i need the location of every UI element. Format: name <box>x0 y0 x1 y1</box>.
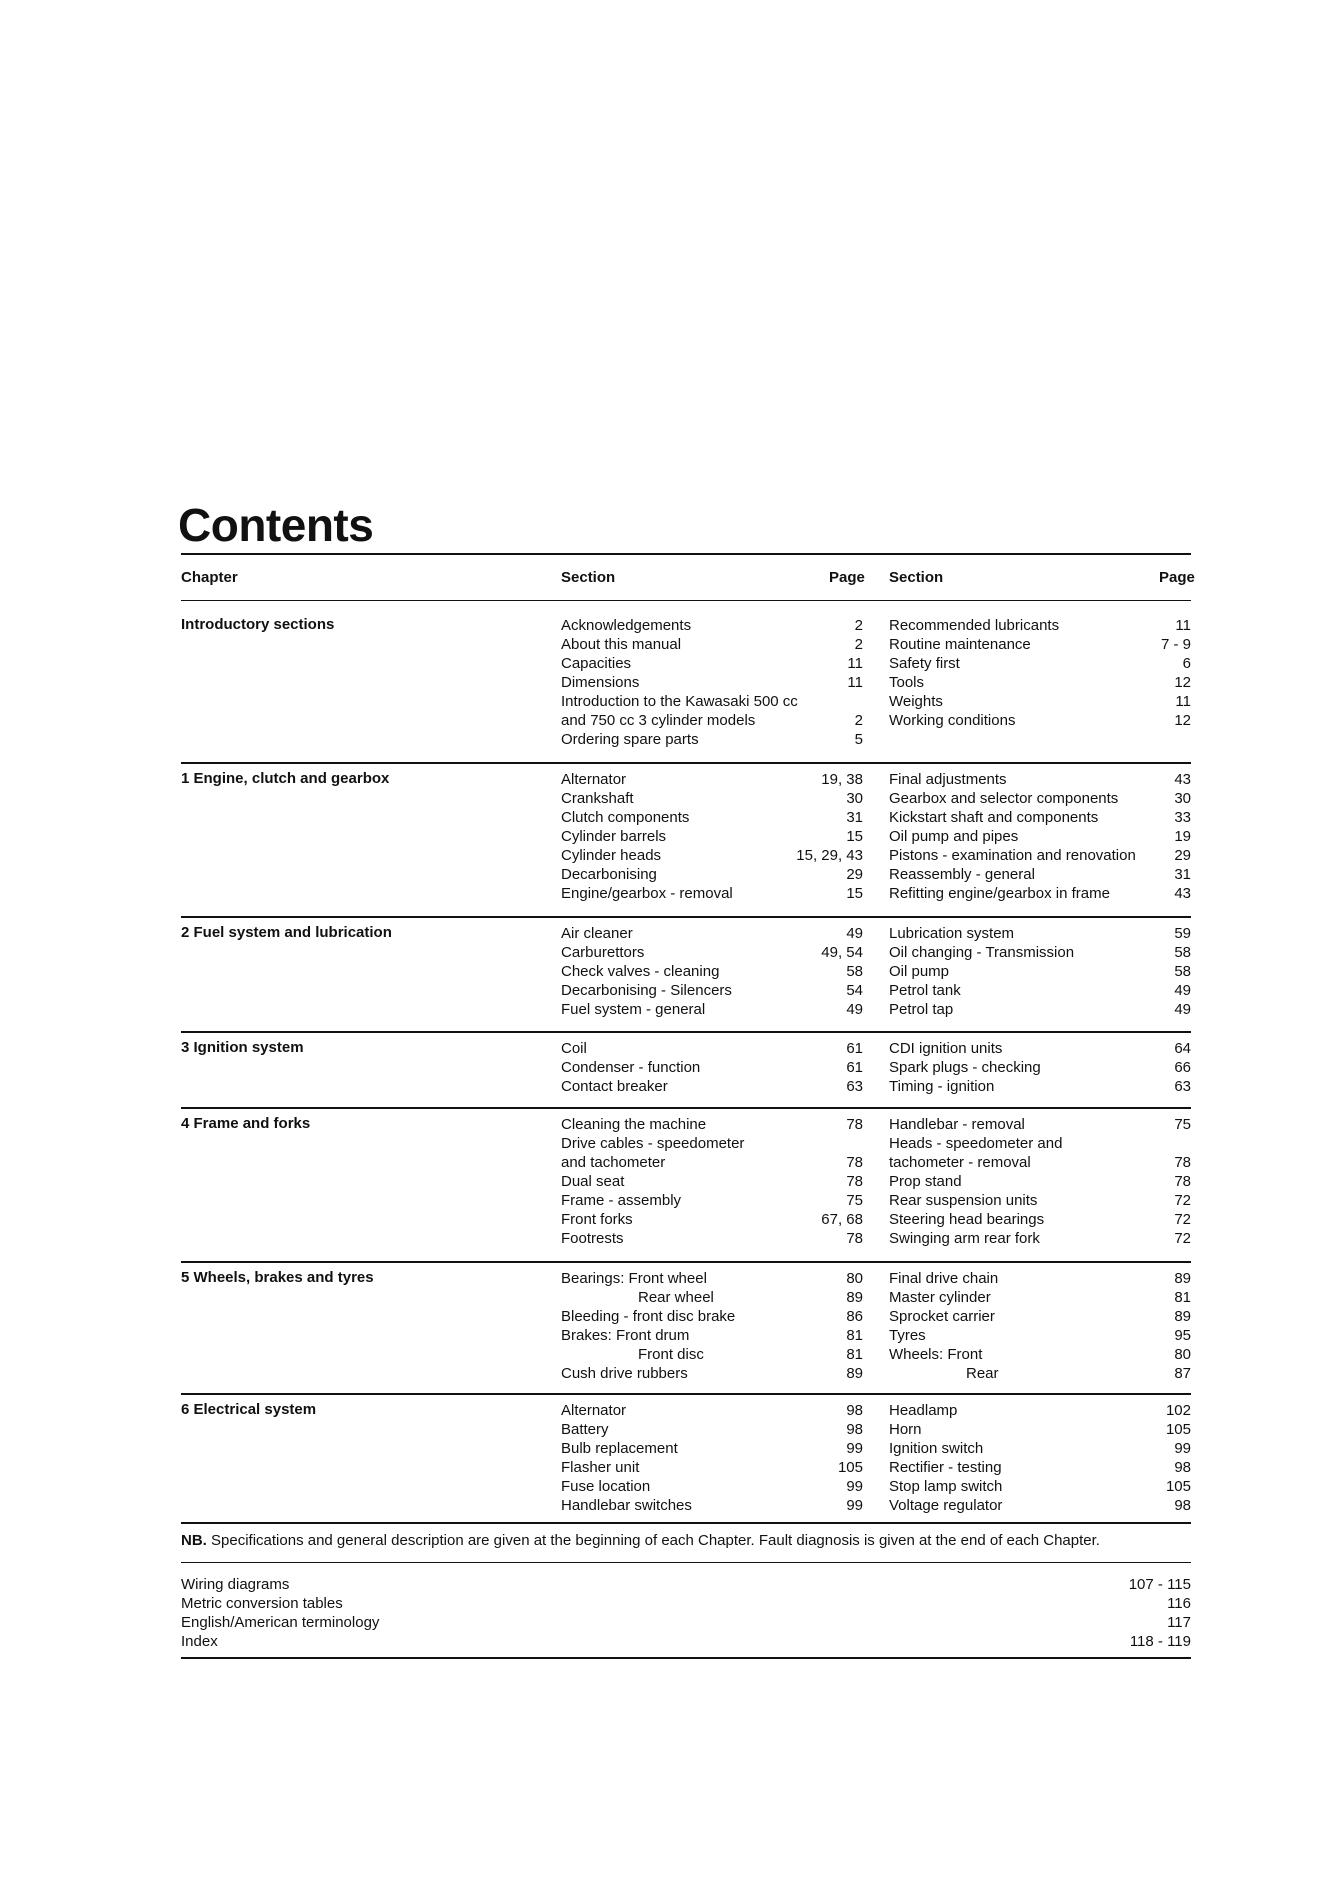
section-entry <box>889 1477 1191 1496</box>
section-entry <box>561 808 863 827</box>
entry-label: Cush drive rubbers <box>561 1365 688 1382</box>
section-entry <box>889 846 1191 865</box>
section-entry <box>889 1326 1191 1345</box>
entry-page: 7 - 9 <box>1160 636 1191 653</box>
section-entry <box>889 1229 1191 1248</box>
entry-page: 78 <box>1174 1173 1191 1190</box>
entry-page: 67, 68 <box>821 1211 863 1228</box>
entry-page: 78 <box>846 1173 863 1190</box>
entry-label: CDI ignition units <box>889 1040 1003 1057</box>
entry-label: Ordering spare parts <box>561 731 699 748</box>
entry-page: 78 <box>846 1116 863 1133</box>
section-entry <box>889 1364 1191 1383</box>
entry-page: 2 <box>854 636 863 653</box>
section-column-left <box>561 924 863 1019</box>
entry-label: Air cleaner <box>561 925 633 942</box>
entry-page: 118 - 119 <box>1129 1633 1191 1650</box>
section-entry <box>561 730 863 749</box>
section-entry <box>889 1307 1191 1326</box>
section-entry <box>889 692 1191 711</box>
entry-page: 31 <box>1174 866 1191 883</box>
entry-page: 61 <box>846 1040 863 1057</box>
entry-label: Rear <box>966 1365 999 1382</box>
header-section-right: Section <box>889 569 944 586</box>
section-entry <box>889 1458 1191 1477</box>
section-entry <box>561 1288 863 1307</box>
entry-page: 12 <box>1174 712 1191 729</box>
entry-label: Frame - assembly <box>561 1192 682 1209</box>
chapter-divider <box>181 1522 1191 1524</box>
section-entry <box>889 1000 1191 1019</box>
section-entry <box>561 1364 863 1383</box>
entry-label: Routine maintenance <box>889 636 1031 653</box>
entry-label: Clutch components <box>561 809 690 826</box>
entry-page: 80 <box>846 1270 863 1287</box>
entry-page: 66 <box>1174 1059 1191 1076</box>
header-page-left: Page <box>829 569 865 586</box>
section-entry <box>561 692 863 711</box>
entry-label: Ignition switch <box>889 1440 984 1457</box>
entry-label: Carburettors <box>561 944 645 961</box>
entry-label: Heads - speedometer and <box>889 1135 1063 1152</box>
section-entry <box>561 616 863 635</box>
section-entry <box>561 1115 863 1134</box>
entry-label: Reassembly - general <box>889 866 1035 883</box>
section-entry <box>889 1496 1191 1515</box>
chapter-label: 6 Electrical system <box>181 1401 317 1418</box>
entry-label: Lubrication system <box>889 925 1015 942</box>
entry-label: English/American terminology <box>181 1614 380 1631</box>
section-entry <box>561 981 863 1000</box>
section-entry <box>561 1326 863 1345</box>
section-entry <box>561 1134 863 1153</box>
entry-page: 63 <box>1174 1078 1191 1095</box>
entry-label: Condenser - function <box>561 1059 701 1076</box>
entry-label: Oil pump and pipes <box>889 828 1019 845</box>
section-column-left <box>561 770 863 903</box>
entry-page: 54 <box>846 982 863 999</box>
section-entry <box>889 1269 1191 1288</box>
section-entry <box>561 1307 863 1326</box>
entry-label: Drive cables - speedometer <box>561 1135 745 1152</box>
section-entry <box>889 981 1191 1000</box>
section-entry <box>889 1439 1191 1458</box>
header-top-rule <box>181 553 1191 555</box>
entry-page: 19 <box>1174 828 1191 845</box>
entry-label: Alternator <box>561 771 627 788</box>
section-entry <box>889 884 1191 903</box>
entry-label: Safety first <box>889 655 960 672</box>
section-entry <box>889 770 1191 789</box>
entry-page: 102 <box>1165 1402 1191 1419</box>
entry-label: Metric conversion tables <box>181 1595 343 1612</box>
chapter-label: Introductory sections <box>181 616 335 633</box>
section-entry <box>561 1345 863 1364</box>
chapter-label: 1 Engine, clutch and gearbox <box>181 770 390 787</box>
misc-entry <box>181 1613 1191 1632</box>
section-entry <box>561 962 863 981</box>
entry-label: Tools <box>889 674 925 691</box>
entry-label: Brakes: Front drum <box>561 1327 690 1344</box>
misc-entry <box>181 1594 1191 1613</box>
section-entry <box>889 1210 1191 1229</box>
entry-page: 105 <box>1165 1421 1191 1438</box>
entry-label: Crankshaft <box>561 790 634 807</box>
section-entry <box>889 1153 1191 1172</box>
header-chapter: Chapter <box>181 569 238 586</box>
section-entry <box>561 770 863 789</box>
entry-label: Weights <box>889 693 943 710</box>
note <box>181 1532 1100 1549</box>
note-text: Specifications and general description are given at the beginning of each Chapter. Fault diagnosis is given at the end of each Chapter. <box>211 1532 1100 1549</box>
entry-label: Cylinder heads <box>561 847 662 864</box>
entry-label: Wiring diagrams <box>181 1576 290 1593</box>
entry-label: Steering head bearings <box>889 1211 1045 1228</box>
misc-entry <box>181 1575 1191 1594</box>
entry-label: Wheels: Front <box>889 1346 983 1363</box>
section-entry <box>889 1191 1191 1210</box>
entry-label: Working conditions <box>889 712 1016 729</box>
section-entry <box>889 962 1191 981</box>
entry-page: 107 - 115 <box>1128 1576 1191 1593</box>
entry-page: 98 <box>1174 1497 1191 1514</box>
entry-page: 59 <box>1174 925 1191 942</box>
section-column-right <box>889 1269 1191 1383</box>
entry-label: tachometer - removal <box>889 1154 1031 1171</box>
entry-label: Timing - ignition <box>889 1078 995 1095</box>
entry-page: 75 <box>1174 1116 1191 1133</box>
entry-page: 86 <box>846 1308 863 1325</box>
page-title: Contents <box>178 499 374 551</box>
section-column-right <box>889 616 1191 730</box>
section-entry <box>561 673 863 692</box>
section-entry <box>889 711 1191 730</box>
header-section-left: Section <box>561 569 616 586</box>
section-entry <box>561 711 863 730</box>
bottom-rule <box>181 1657 1191 1659</box>
entry-page: 11 <box>1175 617 1191 634</box>
chapter-divider <box>181 1031 1191 1033</box>
section-entry <box>561 1077 863 1096</box>
entry-page: 72 <box>1174 1192 1191 1209</box>
section-entry <box>561 1058 863 1077</box>
entry-page: 72 <box>1174 1211 1191 1228</box>
entry-label: Introduction to the Kawasaki 500 cc <box>561 693 798 710</box>
entry-label: Oil changing - Transmission <box>889 944 1075 961</box>
entry-page: 105 <box>837 1459 863 1476</box>
entry-page: 117 <box>1167 1614 1191 1631</box>
entry-label: Kickstart shaft and components <box>889 809 1099 826</box>
misc-list <box>181 1575 1191 1651</box>
chapter-label: 2 Fuel system and lubrication <box>181 924 392 941</box>
section-column-left <box>561 1269 863 1383</box>
section-entry <box>889 1172 1191 1191</box>
section-entry <box>889 1039 1191 1058</box>
entry-page: 89 <box>1174 1308 1191 1325</box>
section-entry <box>561 1401 863 1420</box>
section-column-left <box>561 1401 863 1515</box>
entry-page: 2 <box>854 712 863 729</box>
entry-label: Handlebar switches <box>561 1497 692 1514</box>
entry-page: 29 <box>1174 847 1191 864</box>
entry-page: 81 <box>846 1327 863 1344</box>
section-column-right <box>889 770 1191 903</box>
entry-page: 12 <box>1174 674 1191 691</box>
entry-label: Contact breaker <box>561 1078 668 1095</box>
entry-page: 19, 38 <box>821 771 863 788</box>
entry-page: 98 <box>846 1421 863 1438</box>
entry-label: Cylinder barrels <box>561 828 667 845</box>
section-entry <box>561 1153 863 1172</box>
entry-label: Cleaning the machine <box>561 1116 707 1133</box>
entry-label: Dimensions <box>561 674 640 691</box>
section-column-right <box>889 1039 1191 1096</box>
section-entry <box>561 1039 863 1058</box>
entry-page: 11 <box>847 674 863 691</box>
entry-page: 30 <box>1174 790 1191 807</box>
entry-label: and tachometer <box>561 1154 666 1171</box>
entry-label: Oil pump <box>889 963 950 980</box>
section-entry <box>889 1420 1191 1439</box>
entry-page: 15, 29, 43 <box>796 847 863 864</box>
entry-label: Spark plugs - checking <box>889 1059 1041 1076</box>
section-entry <box>561 827 863 846</box>
entry-label: Headlamp <box>889 1402 958 1419</box>
header-bottom-rule <box>181 600 1191 601</box>
entry-label: Check valves - cleaning <box>561 963 720 980</box>
entry-page: 49 <box>1174 1001 1191 1018</box>
entry-page: 63 <box>846 1078 863 1095</box>
entry-page: 78 <box>1174 1154 1191 1171</box>
entry-label: Alternator <box>561 1402 627 1419</box>
entry-page: 5 <box>854 731 863 748</box>
entry-label: Decarbonising <box>561 866 657 883</box>
section-entry <box>889 943 1191 962</box>
entry-page: 116 <box>1167 1595 1191 1612</box>
entry-label: Rectifier - testing <box>889 1459 1002 1476</box>
section-entry <box>561 1269 863 1288</box>
entry-label: Footrests <box>561 1230 624 1247</box>
section-entry <box>561 1458 863 1477</box>
entry-label: Petrol tap <box>889 1001 954 1018</box>
entry-label: About this manual <box>561 636 682 653</box>
entry-page: 6 <box>1182 655 1191 672</box>
section-entry <box>889 789 1191 808</box>
entry-page: 89 <box>846 1289 863 1306</box>
section-entry <box>561 1439 863 1458</box>
entry-page: 33 <box>1174 809 1191 826</box>
section-entry <box>561 865 863 884</box>
chapter-label: 3 Ignition system <box>181 1039 304 1056</box>
entry-label: Gearbox and selector components <box>889 790 1119 807</box>
section-entry <box>889 1058 1191 1077</box>
section-column-left <box>561 1115 863 1248</box>
entry-label: and 750 cc 3 cylinder models <box>561 712 756 729</box>
section-column-left <box>561 616 863 749</box>
section-entry <box>889 808 1191 827</box>
entry-page: 11 <box>1175 693 1191 710</box>
section-entry <box>889 1345 1191 1364</box>
entry-label: Fuse location <box>561 1478 651 1495</box>
entry-page: 95 <box>1174 1327 1191 1344</box>
entry-label: Petrol tank <box>889 982 961 999</box>
header-page-right: Page <box>1159 569 1195 586</box>
entry-label: Engine/gearbox - removal <box>561 885 733 902</box>
note-bottom-rule <box>181 1562 1191 1563</box>
section-entry <box>561 1172 863 1191</box>
section-entry <box>889 1401 1191 1420</box>
entry-page: 31 <box>846 809 863 826</box>
section-entry <box>561 1496 863 1515</box>
section-entry <box>889 1134 1191 1153</box>
entry-label: Front forks <box>561 1211 633 1228</box>
section-entry <box>561 635 863 654</box>
chapter-divider <box>181 1107 1191 1109</box>
chapter-label: 5 Wheels, brakes and tyres <box>181 1269 374 1286</box>
entry-page: 81 <box>1174 1289 1191 1306</box>
misc-entry <box>181 1632 1191 1651</box>
entry-label: Swinging arm rear fork <box>889 1230 1040 1247</box>
entry-page: 99 <box>1174 1440 1191 1457</box>
entry-page: 72 <box>1174 1230 1191 1247</box>
section-column-right <box>889 924 1191 1019</box>
entry-label: Refitting engine/gearbox in frame <box>889 885 1110 902</box>
entry-label: Horn <box>889 1421 922 1438</box>
section-entry <box>889 635 1191 654</box>
entry-label: Sprocket carrier <box>889 1308 995 1325</box>
entry-page: 15 <box>846 828 863 845</box>
entry-page: 30 <box>846 790 863 807</box>
entry-label: Dual seat <box>561 1173 625 1190</box>
section-entry <box>889 827 1191 846</box>
section-entry <box>561 654 863 673</box>
entry-label: Rear suspension units <box>889 1192 1038 1209</box>
entry-page: 105 <box>1165 1478 1191 1495</box>
entry-page: 87 <box>1174 1365 1191 1382</box>
entry-page: 80 <box>1174 1346 1191 1363</box>
entry-label: Voltage regulator <box>889 1497 1003 1514</box>
entry-page: 58 <box>1174 944 1191 961</box>
section-entry <box>561 884 863 903</box>
section-entry <box>889 1077 1191 1096</box>
entry-page: 49 <box>846 925 863 942</box>
entry-page: 29 <box>846 866 863 883</box>
entry-page: 11 <box>847 655 863 672</box>
entry-label: Bulb replacement <box>561 1440 678 1457</box>
entry-label: Handlebar - removal <box>889 1116 1025 1133</box>
section-entry <box>561 1229 863 1248</box>
entry-label: Front disc <box>638 1346 704 1363</box>
section-entry <box>561 1477 863 1496</box>
entry-label: Decarbonising - Silencers <box>561 982 732 999</box>
section-entry <box>561 1420 863 1439</box>
section-entry <box>561 1191 863 1210</box>
entry-page: 15 <box>846 885 863 902</box>
entry-page: 58 <box>1174 963 1191 980</box>
entry-page: 43 <box>1174 885 1191 902</box>
entry-page: 49, 54 <box>821 944 863 961</box>
entry-label: Flasher unit <box>561 1459 640 1476</box>
entry-label: Capacities <box>561 655 632 672</box>
entry-page: 89 <box>846 1365 863 1382</box>
section-entry <box>889 673 1191 692</box>
entry-page: 49 <box>1174 982 1191 999</box>
entry-page: 99 <box>846 1478 863 1495</box>
section-entry <box>561 1000 863 1019</box>
entry-label: Fuel system - general <box>561 1001 706 1018</box>
section-entry <box>561 924 863 943</box>
chapter-divider <box>181 1261 1191 1263</box>
entry-page: 78 <box>846 1230 863 1247</box>
entry-page: 49 <box>846 1001 863 1018</box>
entry-label: Acknowledgements <box>561 617 692 634</box>
entry-page: 81 <box>846 1346 863 1363</box>
chapter-label: 4 Frame and forks <box>181 1115 311 1132</box>
section-entry <box>561 943 863 962</box>
entry-page: 89 <box>1174 1270 1191 1287</box>
section-entry <box>889 616 1191 635</box>
entry-page: 75 <box>846 1192 863 1209</box>
entry-label: Bleeding - front disc brake <box>561 1308 736 1325</box>
entry-label: Tyres <box>889 1327 926 1344</box>
section-entry <box>561 789 863 808</box>
entry-label: Bearings: Front wheel <box>561 1270 707 1287</box>
note-prefix: NB. <box>181 1532 207 1549</box>
chapter-divider <box>181 1393 1191 1395</box>
entry-label: Final adjustments <box>889 771 1007 788</box>
entry-label: Prop stand <box>889 1173 962 1190</box>
entry-page: 64 <box>1174 1040 1191 1057</box>
entry-label: Battery <box>561 1421 609 1438</box>
chapter-divider <box>181 762 1191 764</box>
entry-page: 43 <box>1174 771 1191 788</box>
entry-page: 58 <box>846 963 863 980</box>
entry-page: 78 <box>846 1154 863 1171</box>
entry-label: Recommended lubricants <box>889 617 1060 634</box>
entry-page: 99 <box>846 1497 863 1514</box>
section-entry <box>889 654 1191 673</box>
entry-label: Master cylinder <box>889 1289 991 1306</box>
section-column-right <box>889 1115 1191 1248</box>
section-column-left <box>561 1039 863 1096</box>
entry-label: Coil <box>561 1040 587 1057</box>
section-entry <box>889 865 1191 884</box>
entry-page: 98 <box>1174 1459 1191 1476</box>
entry-page: 61 <box>846 1059 863 1076</box>
entry-label: Final drive chain <box>889 1270 999 1287</box>
section-entry <box>889 1288 1191 1307</box>
entry-label: Pistons - examination and renovation <box>889 847 1136 864</box>
chapter-divider <box>181 916 1191 918</box>
entry-label: Stop lamp switch <box>889 1478 1003 1495</box>
section-column-right <box>889 1401 1191 1515</box>
entry-label: Rear wheel <box>638 1289 714 1306</box>
section-entry <box>561 1210 863 1229</box>
section-entry <box>889 1115 1191 1134</box>
entry-label: Index <box>181 1633 218 1650</box>
section-entry <box>889 924 1191 943</box>
entry-page: 99 <box>846 1440 863 1457</box>
entry-page: 2 <box>854 617 863 634</box>
section-entry <box>561 846 863 865</box>
entry-page: 98 <box>846 1402 863 1419</box>
